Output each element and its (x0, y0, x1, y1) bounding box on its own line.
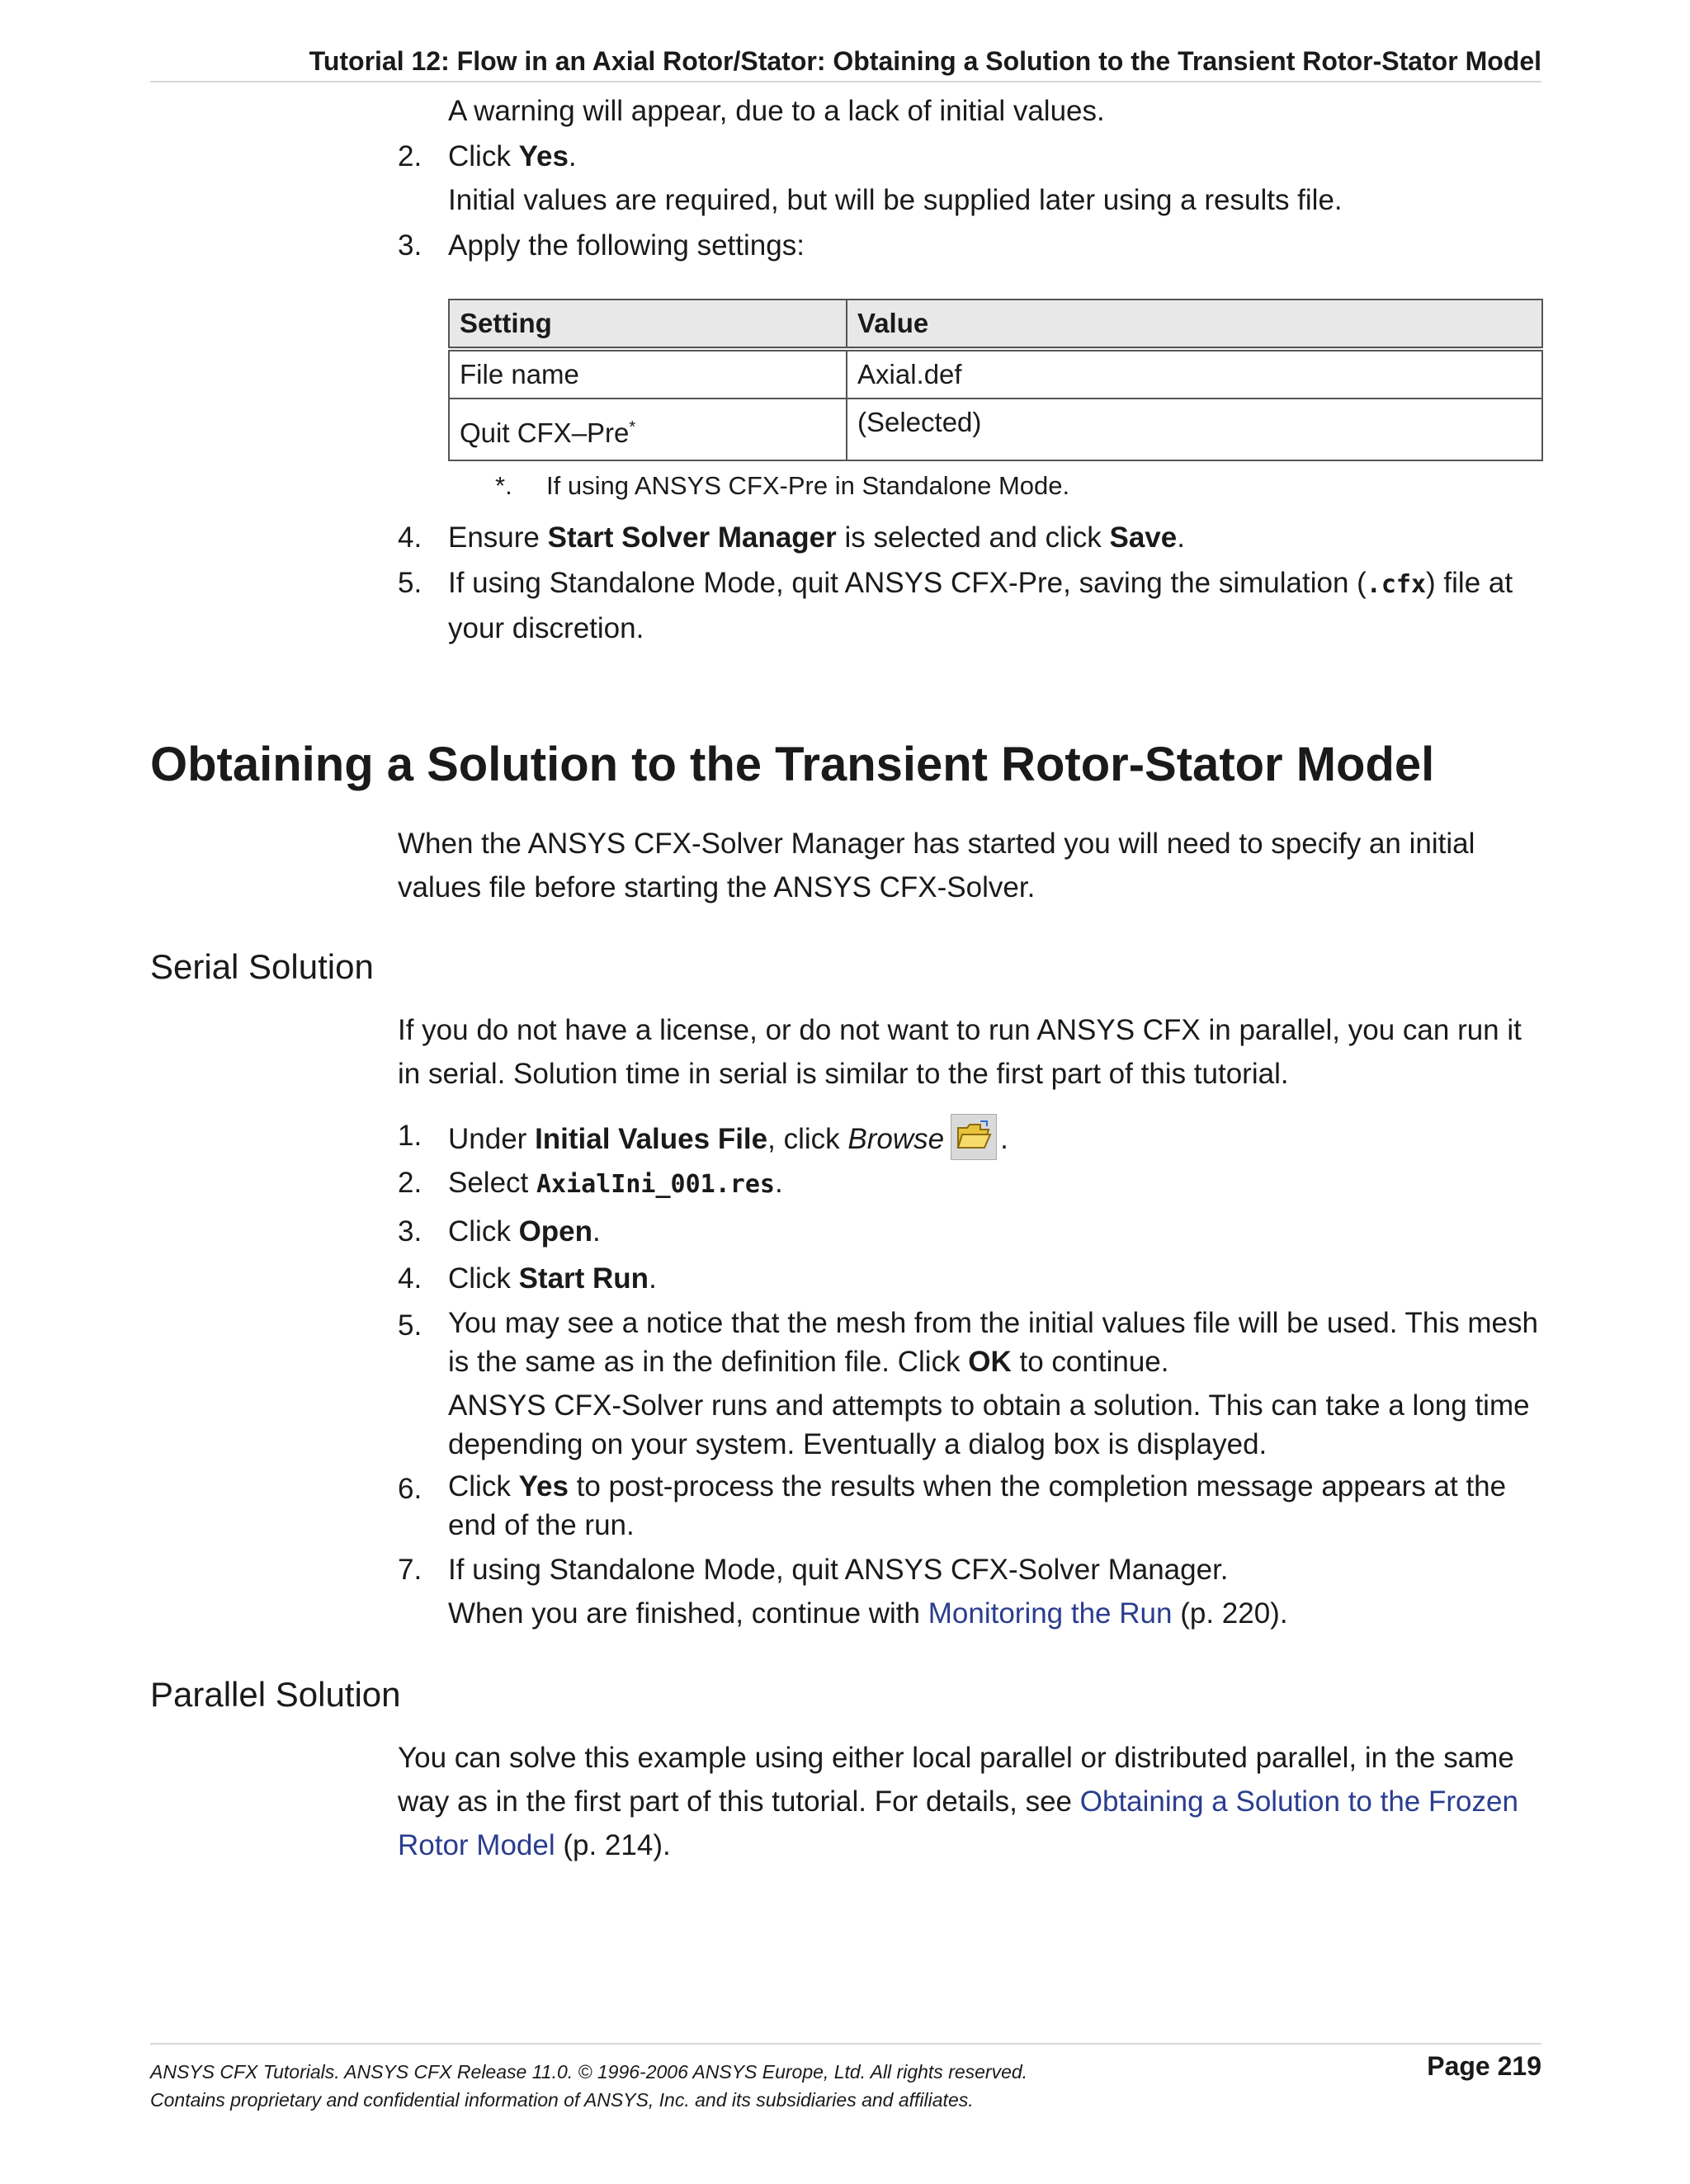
warning-text: A warning will appear, due to a lack of initial values. (448, 95, 1105, 127)
table-row (449, 399, 1542, 460)
footer-divider (150, 2043, 1541, 2045)
table-footnote: *. If using ANSYS CFX-Pre in Standalone Mode. (495, 471, 1070, 500)
frozen-rotor-link[interactable]: Obtaining a Solution to the Frozen Rotor Model (398, 1785, 1518, 1861)
parallel-text: You can solve this example using either local parallel or distributed parallel, in the same way as in the first part of this tutorial. For details, see Obtaining a Solution to the Frozen Rotor Model (p. 214). (398, 1742, 1518, 1861)
table-row (449, 349, 1542, 399)
table-cell: Quit CFX–Pre* (449, 399, 847, 460)
step-note: ANSYS CFX-Solver runs and attempts to obtain a solution. This can take a long time depending on your system. Eventually a dialog box is displayed. (448, 1389, 1530, 1460)
list-item: 2. Select AxialIni_001.res. (398, 1167, 783, 1199)
column-header: Value (847, 300, 1542, 349)
section-title: Obtaining a Solution to the Transient Rotor-Stator Model (150, 738, 1435, 791)
list-item: 5. If using Standalone Mode, quit ANSYS CFX-Pre, saving the simulation (.cfx) file at your discretion. (398, 567, 1513, 644)
list-item: 2. Click Yes. Initial values are required, but will be supplied later using a results file. (398, 134, 1543, 222)
folder-open-icon (951, 1114, 997, 1160)
page-body (0, 89, 1690, 1867)
table-cell: (Selected) (847, 399, 1542, 460)
serial-intro: If you do not have a license, or do not want to run ANSYS CFX in parallel, you can run it in serial. Solution time in serial is similar to the first part of this tutorial. (398, 1014, 1522, 1090)
step-note: Initial values are required, but will be supplied later using a results file. (448, 184, 1343, 216)
step-note: When you are finished, continue with Monitoring the Run (p. 220). (448, 1597, 1288, 1630)
page-number: Page 219 (1427, 2051, 1541, 2081)
list-item: 5. You may see a notice that the mesh from the initial values file will be used. This mesh is the same as in the definition file. Click OK to continue. ANSYS CFX-Solver runs and attempts to obtain a solution. This can take a long time depending on your system. Eventually a dialog box is displayed. (398, 1304, 1543, 1464)
list-item: 7. If using Standalone Mode, quit ANSYS CFX-Solver Manager. When you are finished, continue with Monitoring the Run (p. 220). (398, 1548, 1543, 1635)
table-header-row (449, 300, 1542, 349)
column-header: Setting (449, 300, 847, 349)
table-cell: Axial.def (847, 349, 1542, 399)
settings-table (448, 299, 1543, 461)
running-header: Tutorial 12: Flow in an Axial Rotor/Stator: Obtaining a Solution to the Transient Rotor-Stator Model (150, 43, 1541, 83)
subsection-title-serial: Serial Solution (150, 947, 374, 986)
list-item: 6. Click Yes to post-process the results when the completion message appears at the end of the run. (398, 1470, 1507, 1541)
list-item: 1. Under Initial Values File, click Browse . (398, 1114, 1543, 1161)
list-item: 4. Click Start Run. (398, 1262, 657, 1295)
subsection-title-parallel: Parallel Solution (150, 1675, 401, 1714)
monitoring-the-run-link[interactable]: Monitoring the Run (928, 1597, 1173, 1630)
section-intro: When the ANSYS CFX-Solver Manager has started you will need to specify an initial values file before starting the ANSYS CFX-Solver. (398, 828, 1475, 903)
list-item: 4. Ensure Start Solver Manager is selected and click Save. (398, 521, 1185, 554)
list-item: 3. Apply the following settings: (398, 229, 805, 262)
list-item: 3. Click Open. (398, 1215, 601, 1248)
table-cell: File name (449, 349, 847, 399)
footer-copyright: ANSYS CFX Tutorials. ANSYS CFX Release 11.0. © 1996-2006 ANSYS Europe, Ltd. All rights reserved. Contains proprietary and confidential information of ANSYS, Inc. and its subsidiaries and affiliates. (150, 2061, 1028, 2111)
